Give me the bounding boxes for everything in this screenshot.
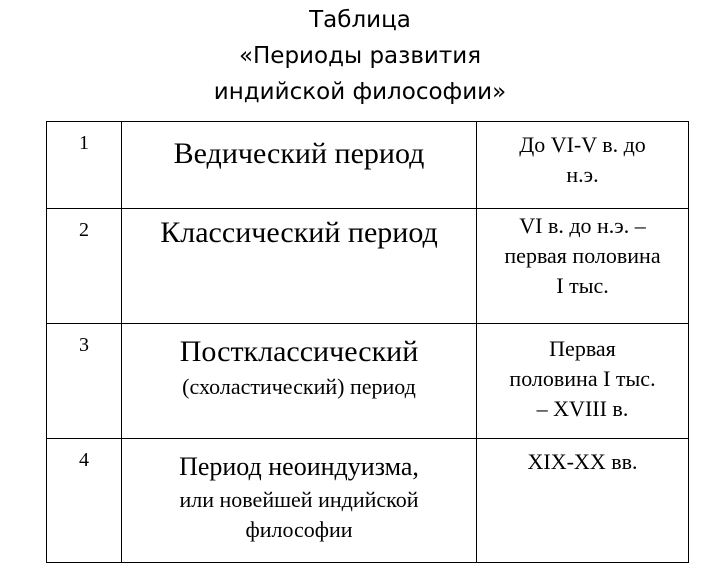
period-name: Классический период <box>160 216 438 249</box>
period-name: Ведический период <box>173 137 425 170</box>
title-line-1: Таблица <box>309 7 411 33</box>
table-row <box>47 324 689 439</box>
period-name-cell <box>122 324 477 439</box>
period-name: Постклассический <box>179 335 419 368</box>
row-number: 2 <box>47 209 122 324</box>
title-line-2: «Периоды развития <box>238 43 482 69</box>
table-row <box>47 209 689 324</box>
row-number: 4 <box>47 439 122 563</box>
title-line-3: индийской философии» <box>213 79 507 105</box>
period-dates-cell <box>477 324 689 439</box>
row-number: 1 <box>47 122 122 209</box>
period-name-cell <box>122 122 477 209</box>
table-row <box>47 122 689 209</box>
table-title <box>0 2 720 110</box>
period-name-sub: философии <box>245 517 353 542</box>
row-number: 3 <box>47 324 122 439</box>
table-row <box>47 439 689 563</box>
period-date-line: н.э. <box>566 162 599 187</box>
period-name-cell <box>122 209 477 324</box>
periods-table <box>46 121 689 563</box>
period-name-sub: (схоластический) период <box>182 374 416 399</box>
period-dates-cell <box>477 439 689 563</box>
period-date-line: первая половина <box>504 243 661 268</box>
period-date-line: – XVIII в. <box>536 396 629 421</box>
period-date-line: I тыс. <box>556 273 609 298</box>
period-date-line: Первая <box>549 336 616 361</box>
period-date-line: половина I тыс. <box>509 366 656 391</box>
period-name-cell <box>122 439 477 563</box>
period-dates-cell <box>477 209 689 324</box>
period-date-line: VI в. до н.э. – <box>519 213 646 238</box>
period-name: Период неоиндуизма, <box>179 452 419 481</box>
period-dates-cell <box>477 122 689 209</box>
period-date-line: XIX-XX вв. <box>527 449 638 474</box>
period-date-line: До VI-V в. до <box>519 132 646 157</box>
period-name-sub: или новейшей индийской <box>179 487 419 512</box>
